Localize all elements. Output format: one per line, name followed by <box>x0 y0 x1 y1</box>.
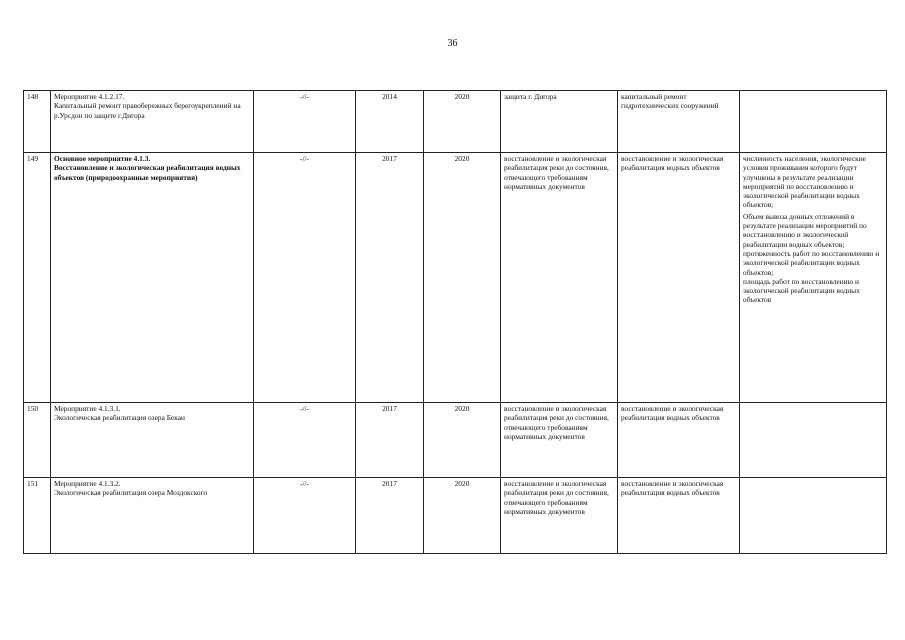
expected-result-cell: восстановление и экологическая реабилитация реки до состояния, отвечающего требованиям нормативных документов <box>501 403 618 478</box>
start-year-cell: 2017 <box>356 403 424 478</box>
measures-table <box>23 90 887 554</box>
table-row <box>24 478 887 554</box>
end-year-cell: 2020 <box>424 91 501 153</box>
page-number: 36 <box>447 38 458 49</box>
executor-cell: -//- <box>254 478 356 554</box>
main-direction-cell: восстановление и экологическая реабилитация водных объектов <box>618 478 740 554</box>
main-direction-cell: восстановление и экологическая реабилитация водных объектов <box>618 403 740 478</box>
table-row <box>24 403 887 478</box>
end-year-cell: 2020 <box>424 478 501 554</box>
measure-name-text: Мероприятие 4.1.3.1. Экологическая реабилитация озера Бекан <box>54 404 185 423</box>
executor-cell: -//- <box>254 403 356 478</box>
start-year-cell: 2017 <box>356 478 424 554</box>
indicators-cell <box>740 478 887 554</box>
table-row <box>24 91 887 153</box>
indicator-text: численность населения, экологические условия проживания которого будут улучшены в результате реализации мероприятий по восстановлению и экологической реабилитации водных объектов; <box>743 154 866 210</box>
start-year-cell: 2014 <box>356 91 424 153</box>
table-row <box>24 153 887 403</box>
measure-name-cell <box>51 478 254 554</box>
executor-cell: -//- <box>254 91 356 153</box>
indicators-cell <box>740 153 887 403</box>
expected-result-cell: защита г. Дигора <box>501 91 618 153</box>
measure-name-cell <box>51 91 254 153</box>
indicator-text: Объем вывоза донных отложений в результате реализации мероприятий по восстановлению и экологической реабилитации водных объектов; протяженность работ по восстановлению и экологической реабилитации водных объектов; площадь работ по восстановлению и экологической реабилитации водных объектов <box>743 211 880 305</box>
end-year-cell: 2020 <box>424 403 501 478</box>
indicators-cell <box>740 403 887 478</box>
main-direction-cell: восстановление и экологическая реабилитация водных объектов <box>618 153 740 403</box>
row-number-cell: 150 <box>24 403 51 478</box>
row-number-cell: 149 <box>24 153 51 403</box>
measure-name-cell <box>51 403 254 478</box>
row-number-cell: 148 <box>24 91 51 153</box>
row-number-cell: 151 <box>24 478 51 554</box>
end-year-cell: 2020 <box>424 153 501 403</box>
expected-result-cell: восстановление и экологическая реабилитация реки до состояния, отвечающего требованиям нормативных документов <box>501 478 618 554</box>
main-direction-cell: капитальный ремонт гидротехнических сооружений <box>618 91 740 153</box>
measure-name-text: Мероприятие 4.1.3.2. Экологическая реабилитация озера Моздокского <box>54 479 208 498</box>
measure-name-cell <box>51 153 254 403</box>
executor-cell: -//- <box>254 153 356 403</box>
measure-name-text: Основное мероприятие 4.1.3. Восстановление и экологическая реабилитация водных объектов (природоохранные мероприятия) <box>54 154 241 182</box>
measure-name-text: Мероприятие 4.1.2.17. Капитальный ремонт правобережных берегоукреплений на р.Урсдон по защите г.Дигора <box>54 92 241 120</box>
start-year-cell: 2017 <box>356 153 424 403</box>
expected-result-cell: восстановление и экологическая реабилитация реки до состояния, отвечающего требованиям нормативных документов <box>501 153 618 403</box>
indicators-cell <box>740 91 887 153</box>
